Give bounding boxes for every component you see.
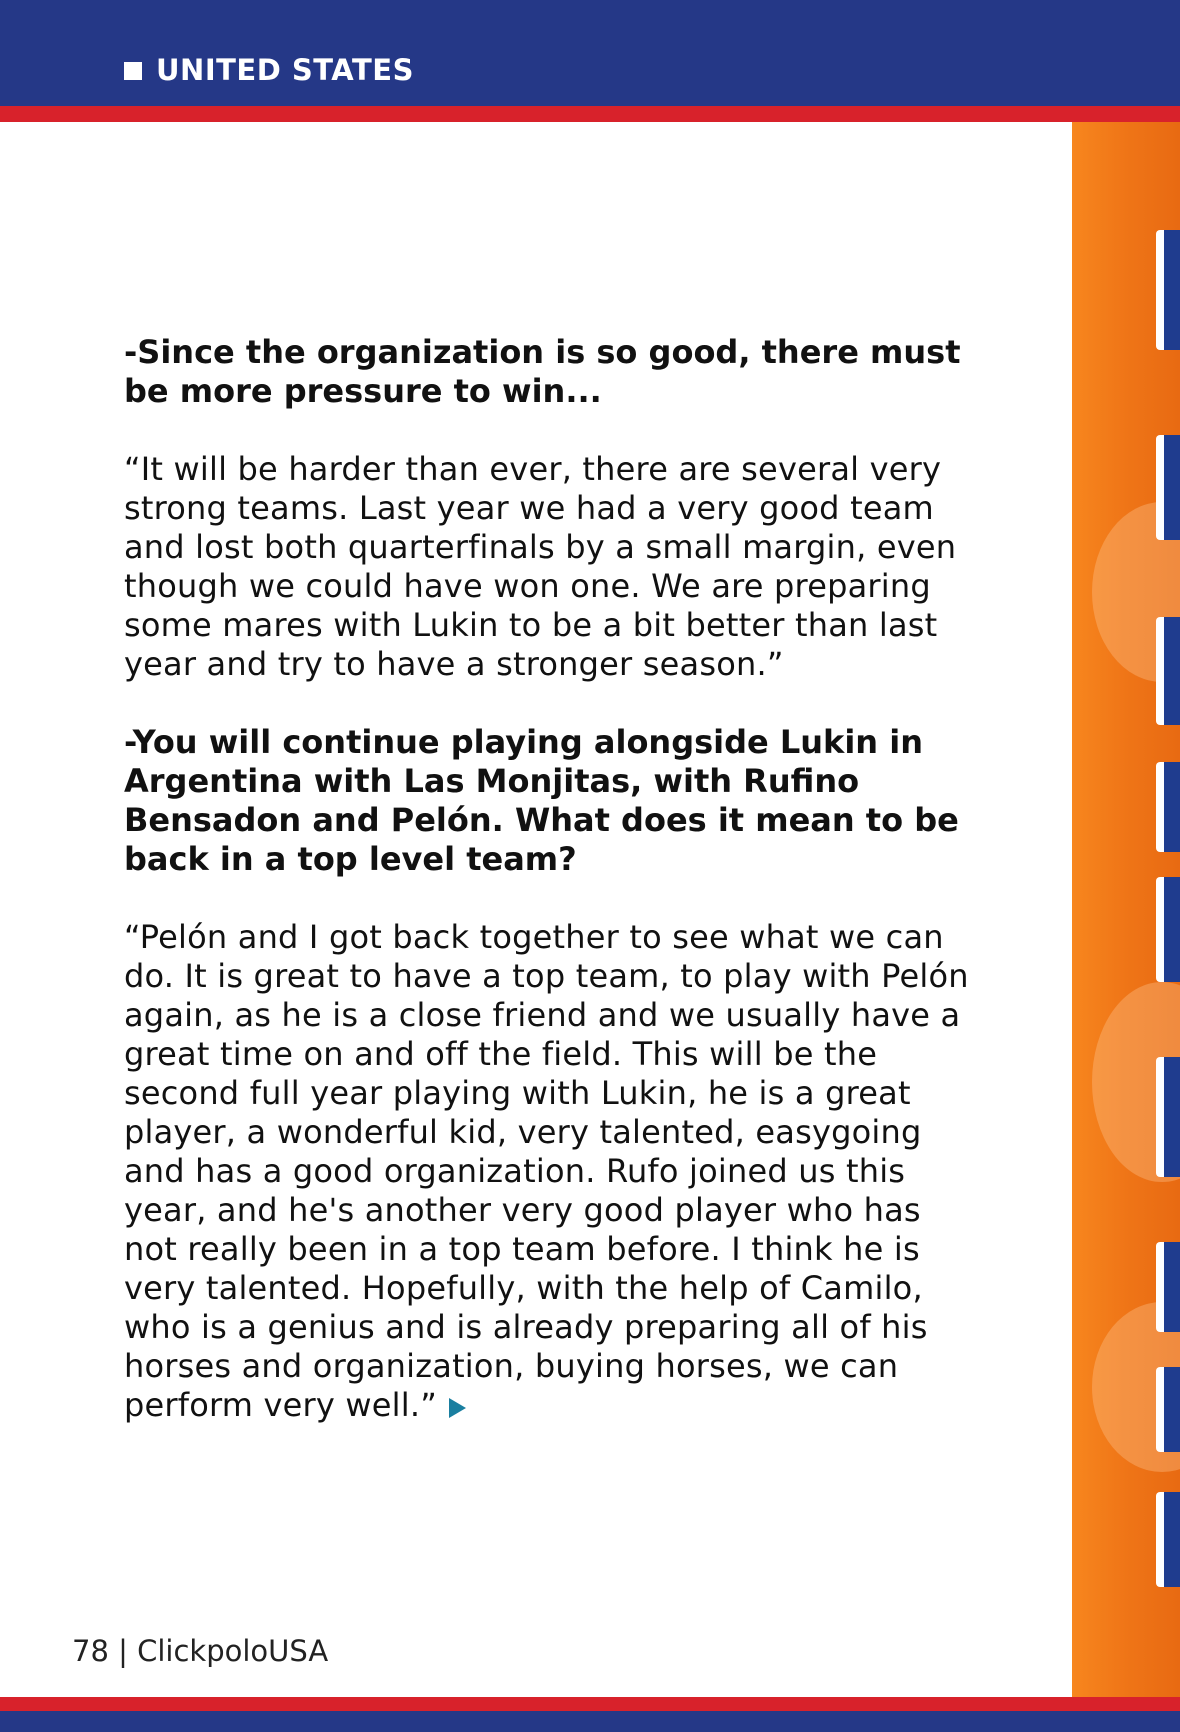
article-body (124, 333, 984, 1425)
photo-stripe (1156, 435, 1180, 540)
square-bullet-icon (124, 62, 142, 80)
answer-1: “It will be harder than ever, there are several very strong teams. Last year we had a very good team and lost both quarterfinals by a small margin, even though we could have won one. We are preparing some mares with Lukin to be a bit better than last year and try to have a stronger season.” (124, 450, 957, 683)
page-footer-label: 78 | ClickpoloUSA (72, 1634, 329, 1668)
side-photo-strip (1072, 122, 1180, 1697)
section-label: UNITED STATES (156, 53, 414, 87)
photo-stripe (1156, 1057, 1180, 1177)
photo-stripe (1156, 1492, 1180, 1587)
answer-2-paragraph (124, 918, 984, 1425)
photo-stripe (1156, 877, 1180, 982)
question-2: -You will continue playing alongside Lukin in Argentina with Las Monjitas, with Rufino Bensadon and Pelón. What does it mean to be back in a top level team? (124, 723, 959, 878)
header-bar (0, 0, 1180, 106)
footer-red-stripe (0, 1697, 1180, 1711)
footer-blue-bar (0, 1711, 1180, 1732)
photo-stripe (1156, 617, 1180, 725)
photo-stripe (1156, 1242, 1180, 1332)
photo-stripe (1156, 1367, 1180, 1452)
photo-stripe (1156, 230, 1180, 350)
answer-2: “Pelón and I got back together to see what we can do. It is great to have a top team, to play with Pelón again, as he is a close friend and we usually have a great time on and off the field. This will be the second full year playing with Lukin, he is a great player, a wonderful kid, very talented, easygoing and has a good organization. Rufo joined us this year, and he's another very good player who has not really been in a top team before. I think he is very talented. Hopefully, with the help of Camilo, who is a genius and is already preparing all of his horses and organization, buying horses, we can perform very well.” (124, 918, 969, 1424)
header-red-stripe (0, 106, 1180, 122)
question-1: -Since the organization is so good, there must be more pressure to win... (124, 333, 961, 410)
photo-stripe (1156, 762, 1180, 852)
triangle-right-icon (449, 1398, 466, 1418)
